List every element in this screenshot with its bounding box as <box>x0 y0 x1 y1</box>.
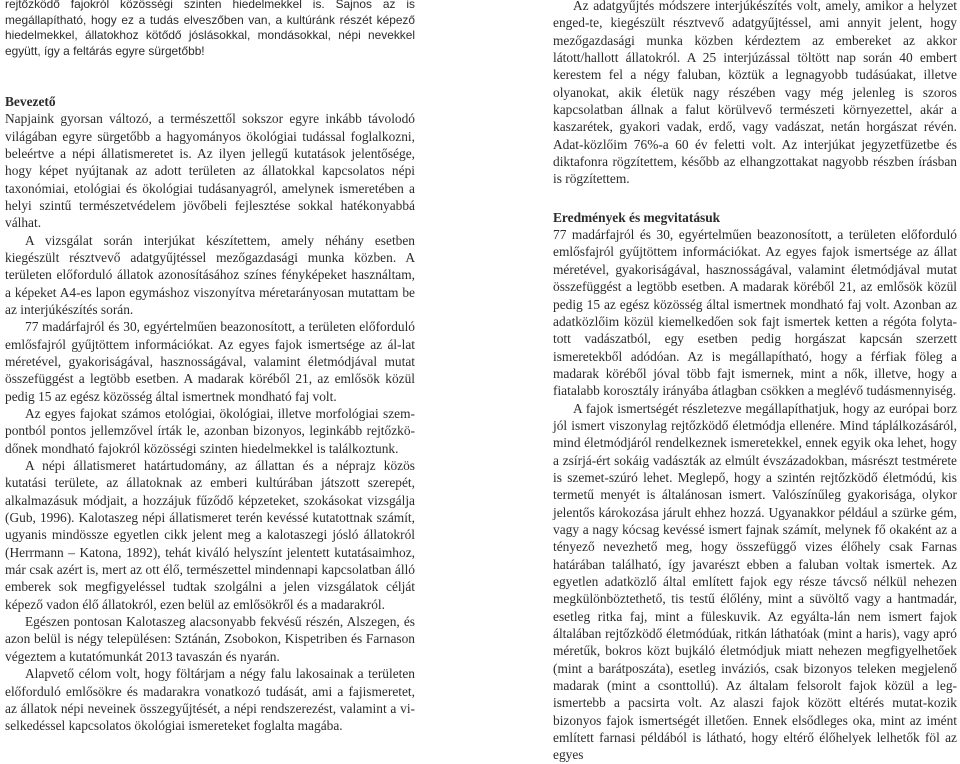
body-paragraph: 77 madárfajról és 30, egyértelműen beazonosított, a területen előforduló emlősfajról gyűjtöttem információkat. Az egyes fajok ismertsége az állat méretével, gyakoriságával, hasznosságával, valamint életmódjával mutat összefüggést a legtöbb esetben. A madarak köréből 21, az emlősök közül pedig 15 az egész közösség által ismertnek mondható faj volt. Azonban az adatközlőim közül kiemelkedően sok fajt ismertek ketten a régóta folyta-tott vadászatból, egy esetben pedig horgászat kapcsán szerzett ismeretekből adódóan. Az is megállapítható, hogy a férfiak föleg a madarak köréből jóval több fajt ismernek, mint a nők, illetve, hogy a fiatalabb korosztály irányába átlagban csökken a meglévő tudásmennyiség. <box>553 227 957 399</box>
right-column <box>553 0 957 764</box>
body-paragraph: Alapvető célom volt, hogy föltárjam a négy falu lakosainak a területen előforduló emlősökre és madarakra vonatkozó tudását, ami a fajismeretet, az állatok népi neveinek összegyűjtését, a népi rendszerezést, valamint a vi-selkedéssel kapcsolatos ökológiai ismereteket foglalta magába. <box>5 666 415 734</box>
spacer <box>5 60 415 93</box>
spacer <box>553 188 957 209</box>
body-paragraph: A fajok ismertségét részletezve megállapíthatjuk, hogy az európai borz jól ismert viszonylag rejtőzködő életmódja ellenére. Mind táplálkozásáról, mind életmódjáról rendelkeznek ismeretekkel, ennek egyik oka lehet, hogy a zsírjá-ért sokáig vadászták az elmúlt évszázadokban, másrészt testmérete is szemet-szúró lehet. Meglepő, hogy a szintén rejtőzködő életmódú, kis termetű menyét is általánosan ismert. Valószínűleg gyakorisága, olykor jelentős károkozása járult ehhez hozzá. Ugyanakkor például a szürke gém, vagy a nagy kócsag kevéssé ismert fajnak számít, melynek fő okaként az a tényező nevezhető meg, hogy összefüggő vizes élőhely csak Farnas határában található, így javarészt ebben a faluban voltak ismertek. Az egyetlen adatközlő által említett fajok egy része távcső nélkül nehezen megkülönböztethető, tis testű élőlény, mint a süvöltő vagy a hantmadár, esetleg ritka faj, mint a füleskuvik. Az egyálta-lán nem ismert fajok általában rejtőzködő életmódúak, ritkán láthatóak (mint a haris), vagy apró méretűk, bokros közt bujkáló életmódjuk miatt nehezen megfigyelhetőek (mint a barátposzáta), esetleg inváziós, csak bizonyos teleken megjelenő madarak (mint a csonttollú). Az általam felsorolt fajok közül a leg-ismertebb a pacsirta volt. Az alaszi fajok között eltérés mutat-kozik bizonyos fajok ismertségét illetően. Ennek elsődleges oka, mint az imént említett farnasi példából is látható, hogy eltérő élőhelyek lelhetők föl az egyes <box>553 400 957 763</box>
section-heading-bevezeto: Bevezető <box>5 93 56 109</box>
left-column <box>5 0 415 735</box>
body-paragraph: Az egyes fajokat számos etológiai, ökológiai, illetve morfológiai szem-pontból pontos jellemzővel írták le, azonban bizonyos, leginkább rejtőzkö-dőnek mondható fajokról közösségi szinten hiedelmekkel is találkoztunk. <box>5 406 415 456</box>
body-paragraph: Napjaink gyorsan változó, a természettől sokszor egyre inkább távolodó világában egyre sürgetőbb a hagyományos ökológiai tudással foglalkozni, beleértve a népi állatismeretet is. Az ilyen jellegű kutatások jelentősége, hogy képet nyújtanak az adott területen az állatokkal kapcsolatos népi taxonómiai, etológiai és ökológiai tudásanyagról, amelynek ismeretében a helyi szintű természetvédelem jövőbeli fejlesztése sokkal hatékonyabbá válhat. <box>5 111 415 231</box>
body-paragraph: A vizsgálat során interjúkat készítettem, amely néhány esetben kiegészült résztvevő adatgyűjtéssel mezőgazdasági munka közben. A területen előforduló állatok azonosításához színes fényképeket használtam, a képeket A4-es lapon egymáshoz viszonyítva méretarányosan mutattam be az interjúkészítés során. <box>5 232 415 317</box>
body-paragraph: Az adatgyűjtés módszere interjúkészítés volt, amely, amikor a helyzet enged-te, kiegészült résztvevő adatgyűjtéssel, ami annyit jelent, hogy mezőgazdasági munka közben kérdeztem az embereket az akkor látott/hallott állatokról. A 25 interjúzással töltött nap során 40 embert kerestem fel a négy faluban, köztük a legnagyobb tudásúakat, illetve olyanokat, akik életük nagy részében vagy még jelenleg is szoros kapcsolatban állnak a falut körülvevő természeti környezettel, akár a kaszarétek, gyakori vadak, erdő, vagy vadászat, netán horgászat révén. Adat-közlőim 76%-a 60 év feletti volt. Az interjúkat jegyzetfüzetbe és diktafonra rögzítettem, később az elhangzottakat nagyobb részben írásban is rögzítettem. <box>553 0 957 187</box>
body-paragraph: 77 madárfajról és 30, egyértelműen beazonosított, a területen előforduló emlősfajról gyűjtöttem információkat. Az egyes fajok ismertsége az ál-lat méretével, gyakoriságával, hasznosságával, valamint életmódjával mutat összefüggést a legtöbb esetben. A madarak köréből 21, az emlősök közül pedig 15 az egész közösség által ismertnek mondható faj volt. <box>5 319 415 404</box>
intro-paragraph: rejtőzködő fajokról közösségi szinten hiedelmekkel is. Sajnos az is megállapítható, hogy ez a tudás elveszőben van, a kultúránk részét képező hiedelmekkel, állatokhoz kötődő jóslásokkal, mondásokkal, népi nevekkel együtt, így a feltárás egyre sürgetőbb! <box>5 0 415 59</box>
body-paragraph: A népi állatismeret határtudomány, az állattan és a néprajz közös kutatási területe, az állatoknak az emberi kultúrában játszott szerepét, alkalmazásuk módjait, a hozzájuk fűződő képzeteket, szokásokat vizsgálja (Gub, 1996). Kalotaszeg népi állatismeret terén kevéssé kutatottnak számít, ugyanis mindössze egyetlen cikk jelent meg a kalotaszegi jósló állatokról (Herrmann – Katona, 1892), tehát kiváló helyszínt jelentett kutatásaimhoz, már csak azért is, mert az ott élő, természettel mindennapi kapcsolatban álló emberek sok megfigyeléssel tudtak szolgálni a jelen vizsgálatok célját képező vadon élő állatokról, ezen belül az emlősökről és a madarakról. <box>5 458 415 612</box>
body-paragraph: Egészen pontosan Kalotaszeg alacsonyabb fekvésű részén, Alszegen, és azon belül is négy településen: Sztánán, Zsobokon, Kispetriben és Farnason végeztem a kutatómunkát 2013 tavaszán és nyarán. <box>5 614 415 664</box>
section-heading-eredmenyek: Eredmények és megvitatásuk <box>553 209 721 225</box>
